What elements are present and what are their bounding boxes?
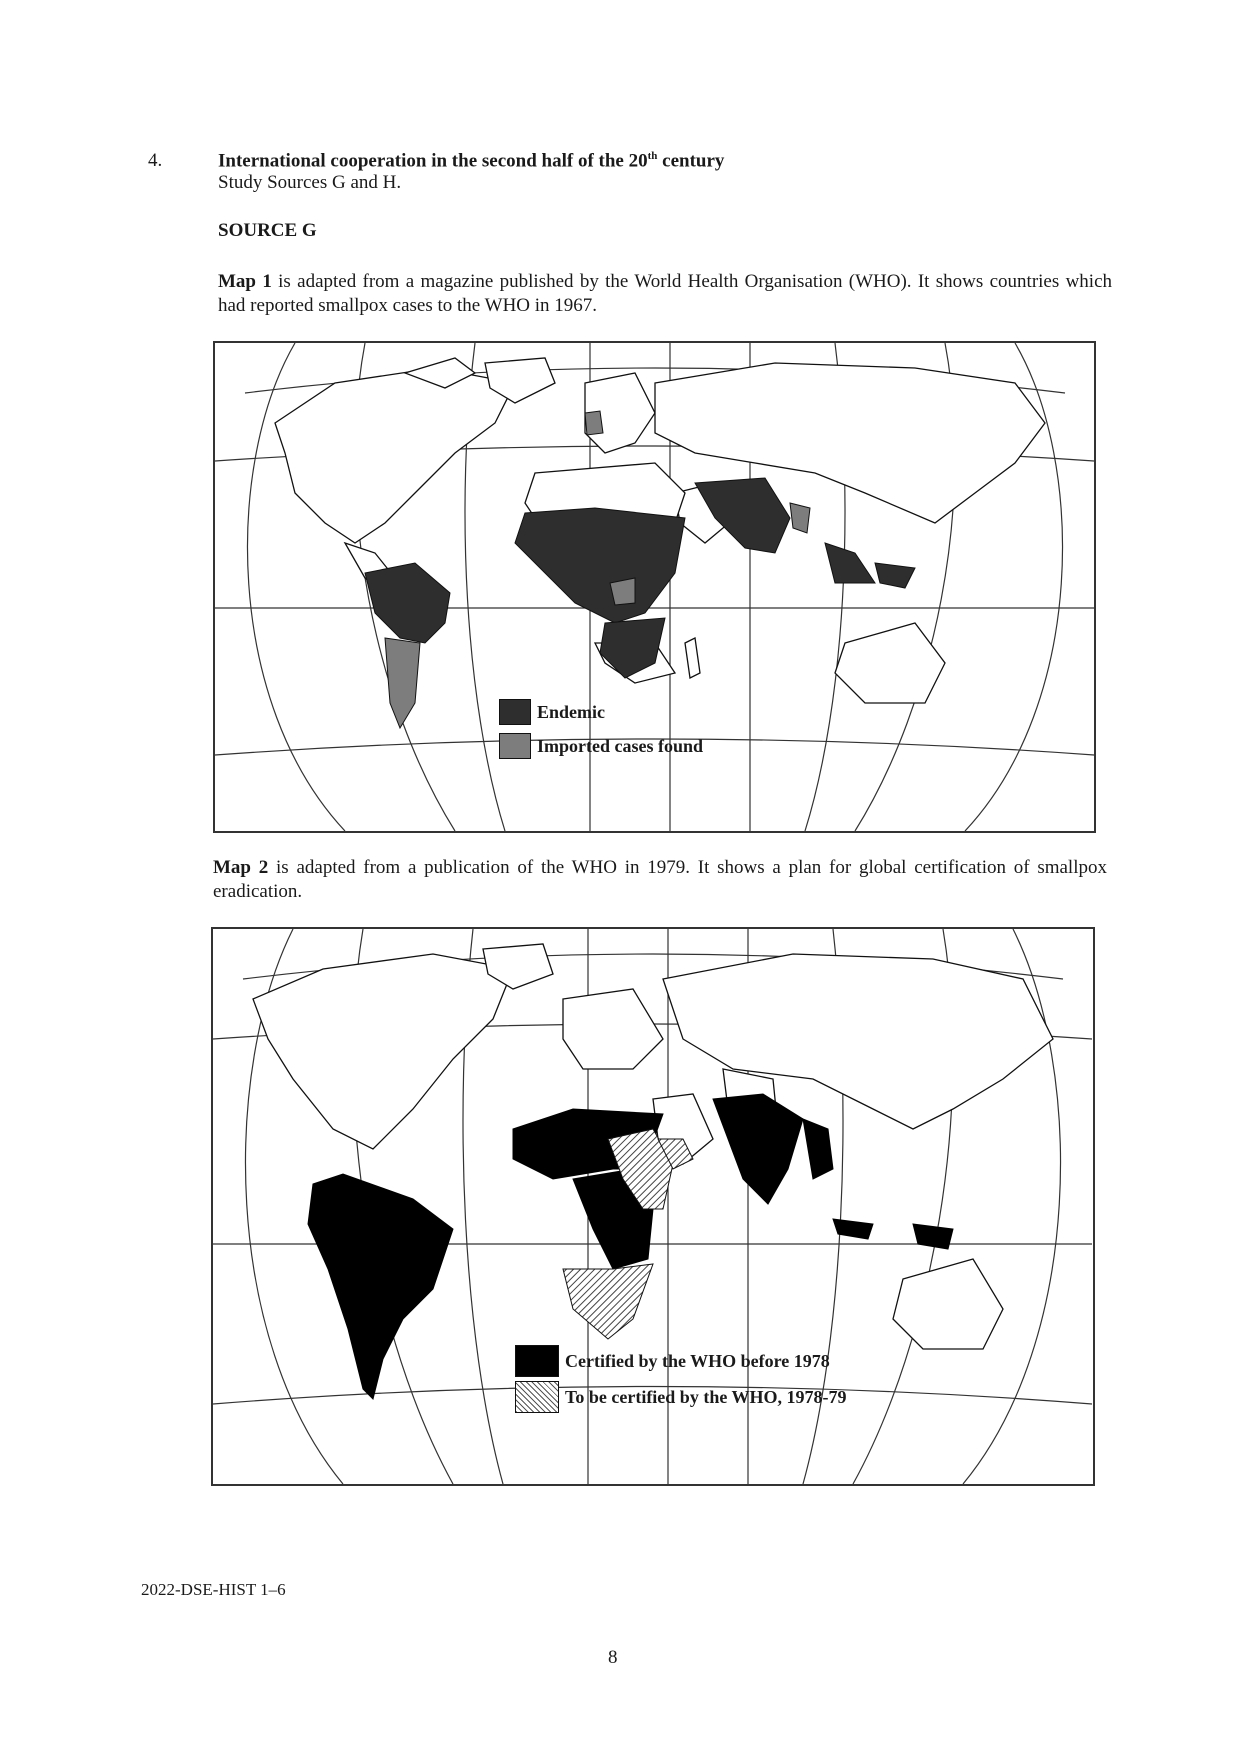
map2-label: Map 2 xyxy=(213,857,269,878)
page-number: 8 xyxy=(608,1647,618,1668)
map2 xyxy=(211,927,1095,1486)
certified-swatch xyxy=(515,1345,559,1377)
map1 xyxy=(213,341,1096,833)
map1-caption xyxy=(218,270,1112,318)
to-be-certified-swatch xyxy=(515,1381,559,1413)
imported-label: Imported cases found xyxy=(537,735,704,756)
imported-swatch xyxy=(499,733,531,759)
endemic-label: Endemic xyxy=(537,701,606,722)
to-be-certified-label: To be certified by the WHO, 1978-79 xyxy=(565,1386,847,1407)
map1-label: Map 1 xyxy=(218,271,272,292)
question-title xyxy=(218,150,724,172)
map1-caption-text: is adapted from a magazine published by the World Health Organisation (WHO). It shows countries which had reported smallpox cases to the WHO in 1967. xyxy=(218,271,1112,316)
title-main: International cooperation in the second half of the 20 xyxy=(218,150,648,172)
certified-label: Certified by the WHO before 1978 xyxy=(565,1350,830,1371)
title-end: century xyxy=(657,150,725,172)
map1-legend-imported xyxy=(499,733,703,759)
map2-caption-text: is adapted from a publication of the WHO in 1979. It shows a plan for global certification of smallpox eradication. xyxy=(213,857,1107,902)
exam-code: 2022-DSE-HIST 1–6 xyxy=(141,1580,286,1599)
map1-legend-endemic xyxy=(499,699,605,725)
map2-legend-certified xyxy=(515,1345,830,1377)
map2-caption xyxy=(213,856,1107,904)
title-superscript: th xyxy=(647,150,658,162)
map2-legend-to-be-certified xyxy=(515,1381,847,1413)
question-instruction: Study Sources G and H. xyxy=(218,172,402,193)
question-number: 4. xyxy=(148,150,163,171)
source-label: SOURCE G xyxy=(218,220,317,241)
endemic-swatch xyxy=(499,699,531,725)
